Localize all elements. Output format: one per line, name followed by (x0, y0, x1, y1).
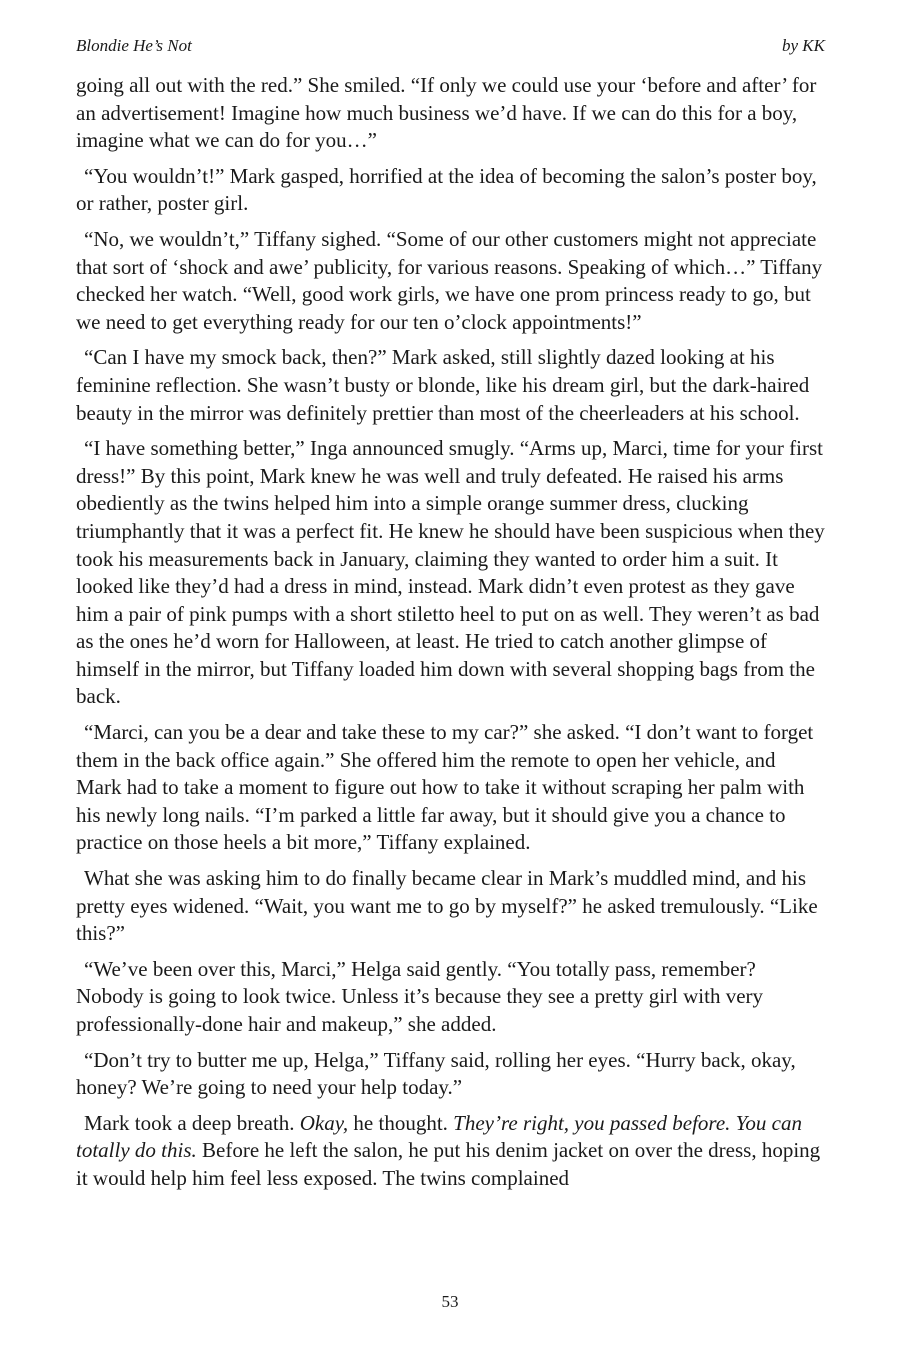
paragraph: “No, we wouldn’t,” Tiffany sighed. “Some of our other customers might not appreciate that sort of ‘shock and awe’ publicity, for various reasons. Speaking of which…” Tiffany checked her watch. “Well, good work girls, we have one prom princess ready to go, but we need to get everything ready for our ten o’clock appointments!” (76, 226, 823, 334)
paragraph: “We’ve been over this, Marci,” Helga said gently. “You totally pass, remember? Nobody is going to look twice. Unless it’s because they see a pretty girl with very professionally-done hair and makeup,” she added. (76, 956, 764, 1036)
page-number: 53 (441, 1292, 459, 1311)
last-paragraph-lead: Mark took a deep breath. (84, 1110, 300, 1135)
paragraph-last (76, 1110, 826, 1193)
author-credit: by KK (782, 36, 825, 55)
paragraph: What she was asking him to do finally became clear in Mark’s muddled mind, and his pretty eyes widened. “Wait, you want me to go by myself?” he asked tremulously. “Like this?” (76, 866, 818, 946)
last-paragraph-tail: Before he left the salon, he put his denim jacket on over the dress, hoping it would help him feel less exposed. The twins complained (76, 1138, 821, 1190)
paragraph: going all out with the red.” She smiled. “If only we could use your ‘before and after’ for an advertisement! Imagine how much business we’d have. If we can do this for a boy, imagine what we can do for you…” (76, 73, 817, 153)
thought-italic-1: Okay, (299, 1110, 349, 1135)
running-header (76, 36, 825, 56)
paragraph: “Can I have my smock back, then?” Mark asked, still slightly dazed looking at his feminine reflection. She wasn’t busty or blonde, like his dream girl, but the dark-haired beauty in the mirror was definitely prettier than most of the cheerleaders at his school. (76, 345, 810, 425)
paragraph: “Don’t try to butter me up, Helga,” Tiffany said, rolling her eyes. “Hurry back, okay, honey? We’re going to need your help today.” (76, 1047, 796, 1100)
book-title: Blondie He’s Not (76, 36, 192, 55)
paragraph: “Marci, can you be a dear and take these to my car?” she asked. “I don’t want to forget them in the back office again.” She offered him the remote to open her vehicle, and Mark had to take a moment to figure out how to take it without scraping her palm with his newly long nails. “I’m parked a little far away, but it should give you a chance to practice on those heels a bit more,” Tiffany explained. (76, 720, 814, 855)
paragraph: “You wouldn’t!” Mark gasped, horrified at the idea of becoming the salon’s poster boy, or rather, poster girl. (76, 163, 817, 216)
thought-italic-2: They’re right, you passed before. You can totally do this. (76, 1110, 802, 1163)
paragraph: “I have something better,” Inga announced smugly. “Arms up, Marci, time for your first dress!” By this point, Mark knew he was well and truly defeated. He raised his arms obediently as the twins helped him into a simple orange summer dress, clucking triumphantly that it was a perfect fit. He knew he should have been suspicious when they took his measurements back in January, claiming they wanted to order him a suit. It looked like they’d had a dress in mind, instead. Mark didn’t even protest as they gave him a pair of pink pumps with a short stiletto heel to put on as well. They weren’t as bad as the ones he’d worn for Halloween, at least. He tried to catch another glimpse of himself in the mirror, but Tiffany loaded him down with several shopping bags from the back. (76, 436, 825, 709)
last-paragraph-middle: he thought. (348, 1110, 454, 1135)
page-body (76, 72, 826, 1201)
